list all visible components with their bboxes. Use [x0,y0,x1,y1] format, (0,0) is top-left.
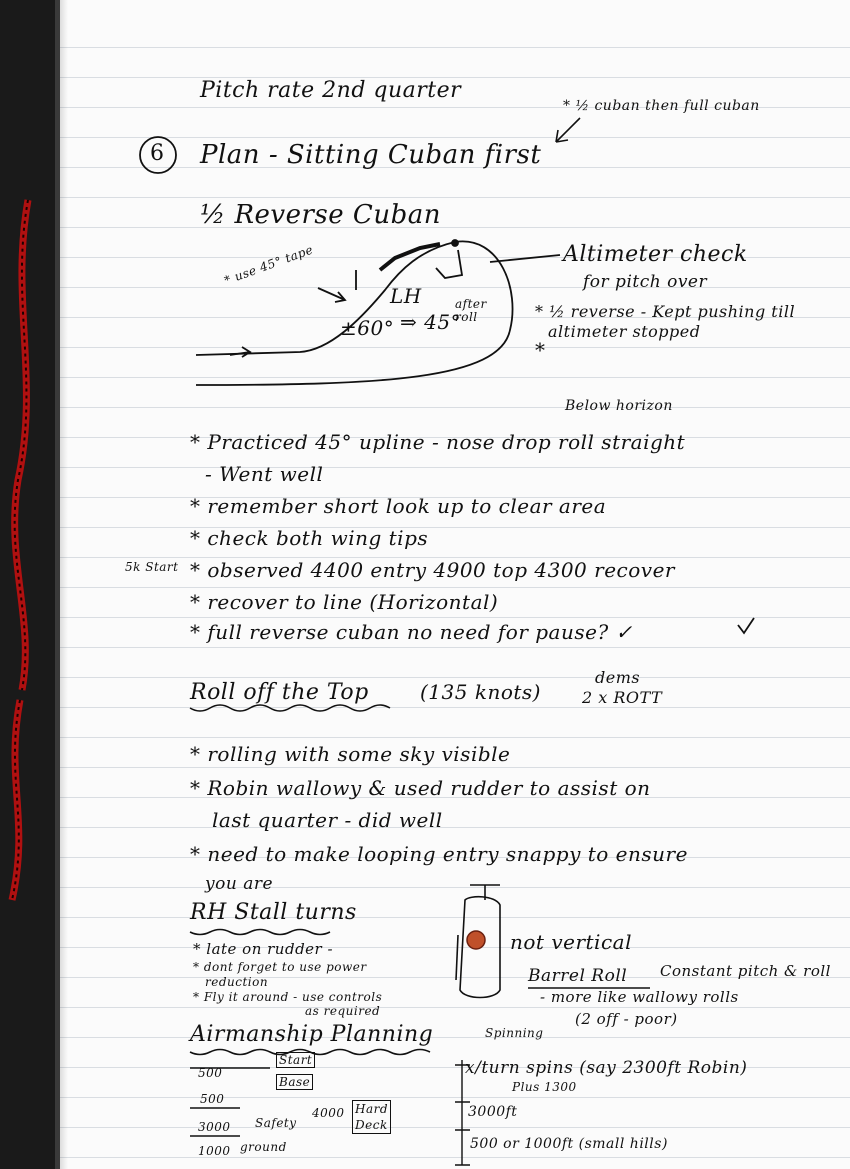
box-hard-deck [352,1100,391,1134]
stall-title-underline [190,930,330,935]
not-vertical: not vertical [510,930,632,954]
half-reverse-title: ½ Reverse Cuban [200,200,441,230]
roll-title: Roll off the Top [190,680,369,705]
side-note-arrow [556,118,580,142]
altimeter-check-1: Altimeter check [563,242,748,267]
bullet-wing-tips: * check both wing tips [190,526,429,550]
spins-line: x/turn spins (say 2300ft Robin) [465,1058,748,1078]
bullet-practiced: * Practiced 45° upline - nose drop roll straight [190,430,686,454]
demo-2: 2 x ROTT [582,688,663,707]
bullet-last-quarter: last quarter - did well [212,808,443,832]
use-tape-note: * use 45° tape [222,242,316,288]
alt-500-b: 500 [200,1092,225,1106]
roll-title-underline [190,705,390,711]
barrel-title: Barrel Roll [528,966,628,986]
bullet-you-are: you are [205,874,274,894]
stall-reduction: reduction [205,975,269,989]
side-note-cuban: * ½ cuban then full cuban [563,98,760,114]
stall-fly-around: * Fly it around - use controls [193,990,383,1004]
bullet-observed: * observed 4400 entry 4900 top 4300 recover [190,558,675,582]
heading-pitch-rate: Pitch rate 2nd quarter [200,78,462,103]
bullet-went-well: - Went well [205,462,324,486]
alt-500-a: 500 [198,1066,223,1080]
plan-title: Plan - Sitting Cuban first [200,140,542,170]
roll-speed: (135 knots) [420,680,541,704]
hard-deck-line-2: Deck [355,1118,388,1132]
altimeter-check-2: for pitch over [583,272,708,292]
reverse-note-2: altimeter stopped [548,322,701,341]
below-horizon: Below horizon [565,398,673,414]
bullet-wallowy: * Robin wallowy & used rudder to assist on [190,776,651,800]
label-ground: ground [240,1140,287,1154]
pitch-over-mark [436,250,462,278]
checkmark-icon [738,618,754,633]
margin-note-5k: 5k Start [125,560,179,574]
bullet-rolling: * rolling with some sky visible [190,742,511,766]
roll-segment [380,244,440,270]
bullet-looping: * need to make looping entry snappy to ensure [190,842,688,866]
plus-1300: Plus 1300 [512,1080,577,1094]
stall-as-required: as required [305,1004,381,1018]
stall-power: * dont forget to use power [193,960,367,974]
entry-arrow [230,347,250,357]
small-hills: 500 or 1000ft (small hills) [470,1136,668,1152]
spinning-label: Spinning [485,1026,544,1040]
stall-late-rudder: * late on rudder - [193,940,334,958]
bullet-look-up: * remember short look up to clear area [190,494,607,518]
bullet-full-reverse: * full reverse cuban no need for pause? ✓ [190,620,633,644]
demo-1: dems [595,668,641,687]
lone-asterisk: * [535,338,546,362]
diagram-60: ±60° [340,316,395,340]
stall-title: RH Stall turns [190,900,357,925]
alt-1000: 1000 [198,1144,231,1158]
stall-turn-dot [467,931,485,949]
diagram-lh: LH [390,284,422,308]
diagram-after-roll: after roll [455,297,487,324]
barrel-note-3: (2 off - poor) [575,1010,678,1028]
hard-deck-line-1: Hard [355,1102,389,1116]
altimeter-pointer [490,255,560,262]
diagram-45: ⇒ 45° [400,310,462,334]
reverse-note-1: * ½ reverse - Kept pushing till [535,302,796,321]
alt-3000: 3000 [198,1120,231,1134]
barrel-note-1: Constant pitch & roll [660,962,831,980]
box-start: Start [276,1052,315,1068]
airmanship-title: Airmanship Planning [190,1022,434,1047]
alt-4000: 4000 [312,1106,345,1120]
apex-dot [452,240,458,246]
bullet-recover-line: * recover to line (Horizontal) [190,590,499,614]
ft-3000: 3000ft [468,1104,518,1120]
reverse-cuban-diagram [196,240,560,385]
label-safety: Safety [255,1116,297,1130]
item-number: 6 [150,141,165,166]
barrel-note-2: - more like wallowy rolls [540,988,739,1006]
box-base: Base [276,1074,313,1090]
tape-arrow [318,288,345,302]
